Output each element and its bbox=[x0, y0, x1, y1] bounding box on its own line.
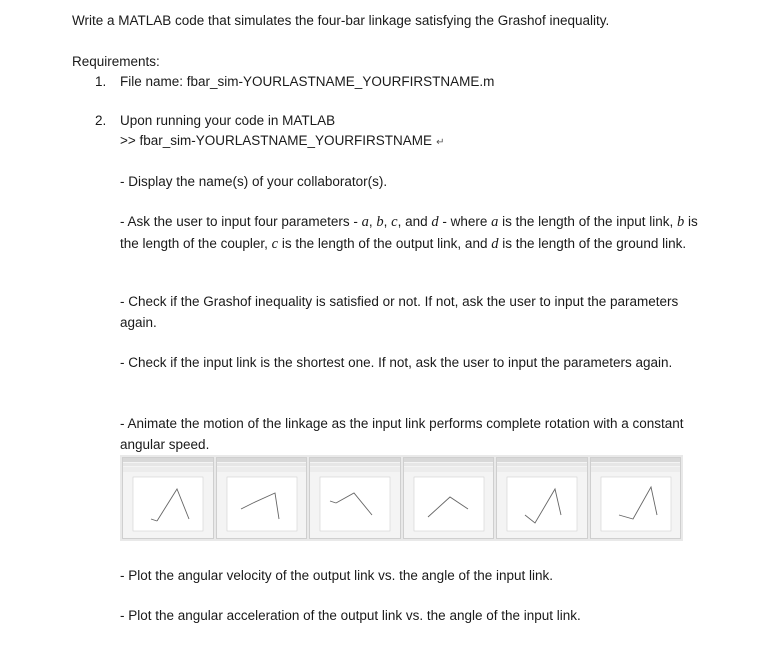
command-line bbox=[120, 132, 444, 152]
animation-frame bbox=[309, 457, 401, 539]
intro-text: Write a MATLAB code that simulates the four-bar linkage satisfying the Grashof inequality. bbox=[72, 13, 610, 28]
var-c: c bbox=[271, 236, 279, 252]
item-2 bbox=[95, 112, 336, 130]
animation-frames-strip bbox=[120, 455, 683, 541]
sep: , bbox=[383, 214, 392, 229]
bullet-grashof: - Check if the Grashof inequality is satisfied or not. If not, ask the user to input the parameters again. bbox=[120, 294, 679, 330]
linkage-plot bbox=[410, 475, 488, 535]
ask-text: is the length of the input link, bbox=[498, 214, 678, 229]
animation-frame bbox=[590, 457, 682, 539]
item-1-text: File name: fbar_sim-YOURLASTNAME_YOURFIRSTNAME.m bbox=[120, 74, 495, 89]
bullet-shortest: - Check if the input link is the shortest one. If not, ask the user to input the parameters again. bbox=[120, 355, 673, 370]
enter-icon: ↵ bbox=[436, 137, 445, 148]
linkage-plot bbox=[503, 475, 581, 535]
ask-text: - Ask the user to input four parameters - bbox=[120, 214, 362, 229]
var-d: d bbox=[491, 236, 499, 252]
ask-text: - where bbox=[438, 214, 492, 229]
requirements-heading: Requirements: bbox=[72, 54, 160, 69]
bullet-plot-acceleration: - Plot the angular acceleration of the output link vs. the angle of the input link. bbox=[120, 608, 581, 623]
sep: , and bbox=[397, 214, 432, 229]
item-1 bbox=[95, 73, 495, 91]
animation-frame bbox=[403, 457, 495, 539]
var-d: d bbox=[431, 214, 439, 230]
ask-text: is the length of the output link, and bbox=[278, 236, 492, 251]
var-a: a bbox=[361, 214, 369, 230]
var-b: b bbox=[376, 214, 384, 230]
var-c: c bbox=[391, 214, 398, 230]
linkage-plot bbox=[129, 475, 207, 535]
bullet-animate: - Animate the motion of the linkage as the input link performs complete rotation with a constant angular speed. bbox=[120, 416, 684, 452]
item-2-number: 2. bbox=[95, 113, 107, 128]
bullet-collaborators: - Display the name(s) of your collaborator(s). bbox=[120, 174, 388, 189]
command-text: >> fbar_sim-YOURLASTNAME_YOURFIRSTNAME bbox=[120, 133, 433, 148]
bullet-plot-velocity: - Plot the angular velocity of the output link vs. the angle of the input link. bbox=[120, 568, 554, 583]
linkage-plot bbox=[597, 475, 675, 535]
linkage-plot bbox=[316, 475, 394, 535]
animation-frame bbox=[122, 457, 214, 539]
animation-frame bbox=[216, 457, 308, 539]
linkage-plot bbox=[223, 475, 301, 535]
ask-text: is the length of the coupler, bbox=[120, 214, 698, 251]
sep: , bbox=[368, 214, 377, 229]
item-2-text: Upon running your code in MATLAB bbox=[120, 113, 336, 128]
var-b: b bbox=[677, 214, 685, 230]
ask-text: is the length of the ground link. bbox=[498, 236, 687, 251]
bullet-ask-params bbox=[120, 211, 700, 255]
item-1-number: 1. bbox=[95, 74, 107, 89]
var-a: a bbox=[491, 214, 499, 230]
animation-frame bbox=[496, 457, 588, 539]
